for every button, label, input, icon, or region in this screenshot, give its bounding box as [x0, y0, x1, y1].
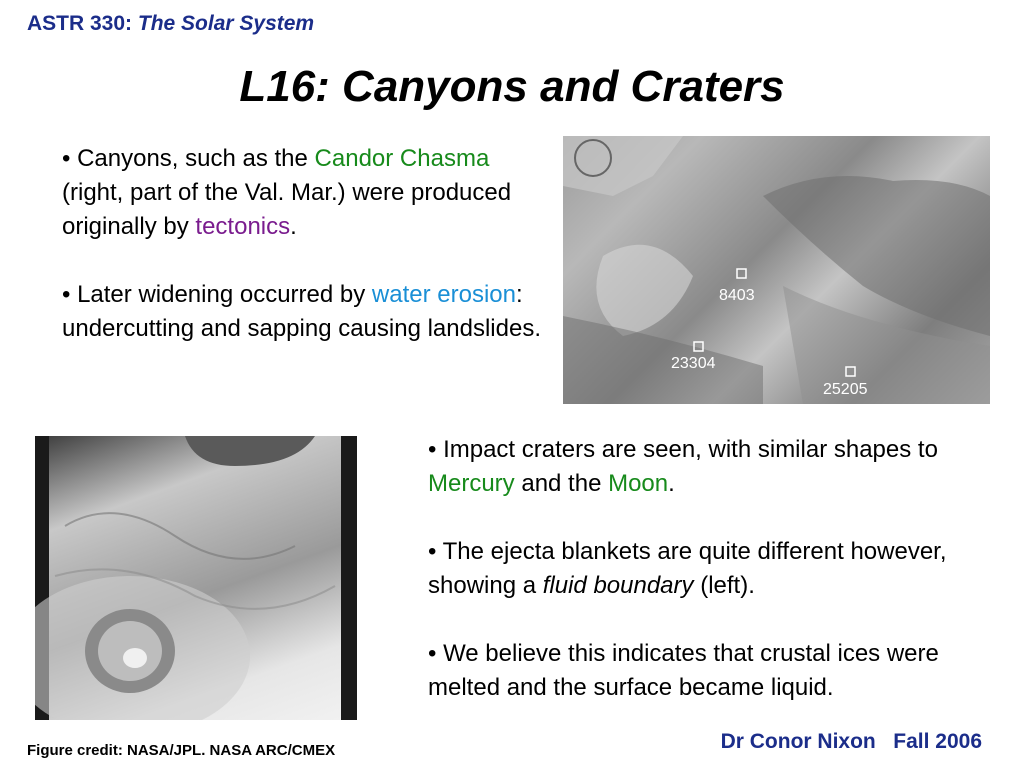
canyon-terrain-graphic: [563, 136, 990, 404]
craters-text: [428, 433, 1008, 705]
mercury-link[interactable]: Mercury: [428, 470, 515, 497]
course-code: ASTR 330:: [27, 12, 133, 35]
ices-bullet: [428, 637, 1008, 705]
canyons-bullet: [62, 142, 542, 244]
author-term: [721, 730, 982, 754]
slide-title: L16: Canyons and Craters: [239, 62, 785, 111]
course-name: The Solar System: [137, 12, 315, 35]
image-label-23304: 23304: [671, 355, 716, 372]
course-header: [27, 12, 314, 36]
canyons-text: [62, 142, 542, 346]
image-label-8403: 8403: [719, 287, 755, 304]
impact-bullet: [428, 433, 1008, 501]
bullet-text: • We believe this indicates that crustal ices were melted and the surface became liquid.: [428, 640, 939, 701]
term: Fall 2006: [893, 730, 982, 753]
author-name: Dr Conor Nixon: [720, 730, 876, 753]
figure-credit: Figure credit: NASA/JPL. NASA ARC/CMEX: [27, 742, 336, 759]
fluid-ejecta-crater-image: [35, 436, 357, 720]
ejecta-bullet: [428, 535, 1008, 603]
bullet-text: .: [668, 470, 675, 497]
tectonics-link[interactable]: tectonics: [195, 213, 291, 240]
bullet-text: • Canyons, such as the: [62, 145, 315, 172]
bullet-text: and the: [514, 470, 609, 497]
water-erosion-link[interactable]: water erosion: [371, 281, 516, 308]
bullet-text: • Later widening occurred by: [62, 281, 372, 308]
candor-chasma-link[interactable]: Candor Chasma: [314, 145, 490, 172]
fluid-boundary-emphasis: fluid boundary: [542, 572, 694, 599]
bullet-text: • The ejecta blankets are quite different however, showing a: [428, 538, 947, 599]
erosion-bullet: [62, 278, 542, 346]
crater-terrain-graphic: [35, 436, 357, 720]
moon-link[interactable]: Moon: [608, 470, 669, 497]
bullet-text: (left).: [693, 572, 755, 599]
bullet-text: .: [290, 213, 297, 240]
bullet-text: (right, part of the Val. Mar.) were produced originally by: [62, 179, 512, 240]
candor-chasma-image: [563, 136, 990, 404]
bullet-text: : undercutting and sapping causing landslides.: [62, 281, 542, 342]
bullet-text: • Impact craters are seen, with similar shapes to: [428, 436, 938, 463]
image-label-25205: 25205: [823, 381, 868, 398]
